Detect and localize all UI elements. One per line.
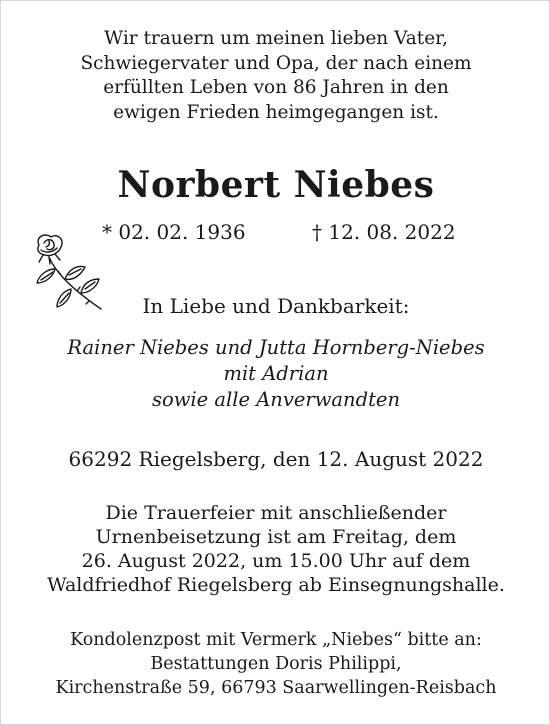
mourner-line: mit Adrian	[223, 362, 329, 385]
intro-line: ewigen Frieden heimgegangen ist.	[113, 101, 439, 123]
death-date: † 12. 08. 2022	[312, 220, 456, 244]
mourners-list	[1, 335, 550, 413]
deceased-name: Norbert Niebes	[117, 164, 435, 206]
service-line: Urnenbeisetzung ist am Freitag, dem	[95, 526, 457, 548]
funeral-service-info	[1, 501, 550, 597]
contact-line: Bestattungen Doris Philippi,	[150, 654, 402, 674]
intro-line: Schwiegervater und Opa, der nach einem	[80, 52, 472, 74]
intro-text	[1, 27, 550, 125]
place-date-line: 66292 Riegelsberg, den 12. August 2022	[68, 447, 484, 471]
service-line: Die Trauerfeier mit anschließender	[105, 502, 447, 524]
contact-line: Kondolenzpost mit Vermerk „Niebes“ bitte an:	[70, 630, 482, 650]
mourner-line: Rainer Niebes und Jutta Hornberg-Niebes	[67, 336, 485, 359]
mourner-line: sowie alle Anverwandten	[151, 388, 401, 411]
intro-line: Wir trauern um meinen lieben Vater,	[104, 28, 448, 49]
condolence-contact	[1, 628, 550, 700]
birth-date: * 02. 02. 1936	[102, 220, 246, 244]
contact-line: Kirchenstraße 59, 66793 Saarwellingen-Reisbach	[55, 678, 497, 698]
service-line: 26. August 2022, um 15.00 Uhr auf dem	[81, 550, 471, 572]
service-line: Waldfriedhof Riegelsberg ab Einsegnungshalle.	[47, 574, 505, 596]
thanks-line: In Liebe und Dankbarkeit:	[142, 294, 410, 318]
intro-line: erfüllten Leben von 86 Jahren in den	[103, 77, 449, 98]
